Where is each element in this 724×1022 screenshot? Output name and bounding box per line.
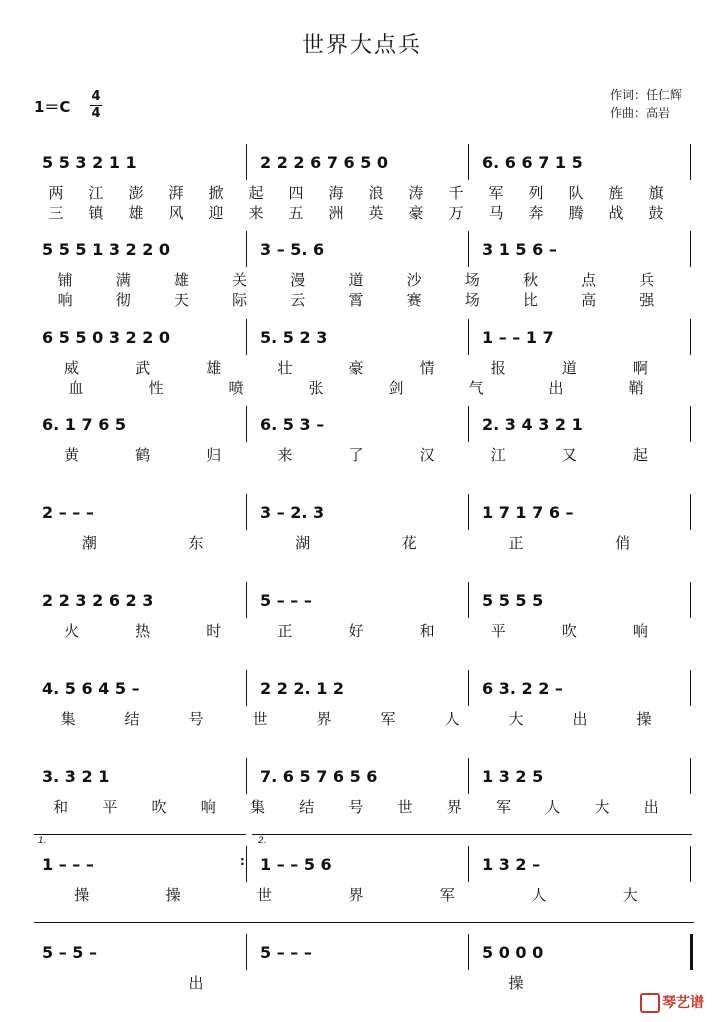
measure-notes: 6. 6 6 7 1 5	[482, 152, 583, 172]
lyric-syllable: 雄	[128, 204, 144, 222]
barline	[690, 670, 691, 706]
lyric-syllable: 军	[439, 886, 455, 904]
music-system	[34, 588, 694, 668]
lyric-syllable: 英	[368, 204, 384, 222]
measure-notes: 6 3. 2 2 –	[482, 678, 563, 698]
lyric-syllable: 火	[64, 622, 80, 640]
measure-notes: 6. 1 7 6 5	[42, 414, 127, 434]
music-system	[34, 836, 694, 932]
lyric-syllable: 正	[508, 534, 524, 552]
measure-notes: 3. 3 2 1	[42, 766, 110, 786]
lyric-syllable: 江	[490, 446, 506, 464]
lyrics-line-1	[34, 269, 694, 290]
barline	[468, 231, 469, 267]
measure-notes: 5 – – –	[260, 942, 312, 962]
lyrics-line-2	[34, 289, 694, 310]
lyric-syllable: 热	[135, 622, 151, 640]
first-ending-bracket	[34, 834, 246, 835]
lyric-syllable: 豪	[348, 359, 364, 377]
lyric-syllable: 人	[531, 886, 547, 904]
lyric-syllable: 千	[448, 184, 464, 202]
barline	[690, 582, 691, 618]
lyric-syllable: 操	[165, 886, 181, 904]
key-signature: 1＝C	[34, 98, 71, 116]
measure-notes: 6. 5 3 –	[260, 414, 325, 434]
lyric-syllable: 鹤	[135, 446, 151, 464]
lyrics-line-1	[34, 532, 694, 553]
lyric-syllable: 高	[581, 291, 597, 309]
barline	[690, 758, 691, 794]
lyric-syllable: 剑	[388, 379, 404, 397]
measure-notes: 1 – – 5 6	[260, 854, 332, 874]
meter-bottom: 4	[91, 106, 101, 121]
lyric-syllable: 风	[168, 204, 184, 222]
lyric-syllable: 浪	[368, 184, 384, 202]
second-ending-label: 2.	[258, 836, 267, 846]
composer: 作曲：高岩	[610, 106, 671, 120]
lyric-syllable: 喷	[228, 379, 244, 397]
measure-notes: 5 5 3 2 1 1	[42, 152, 137, 172]
measure-notes: 3 1 5 6 –	[482, 239, 557, 259]
lyric-syllable: 迎	[208, 204, 224, 222]
measure-notes: 1 3 2 5	[482, 766, 544, 786]
barline	[690, 846, 691, 882]
lyric-syllable: 平	[490, 622, 506, 640]
barline	[246, 934, 247, 970]
measure-notes: 2. 3 4 3 2 1	[482, 414, 583, 434]
lyric-syllable: 性	[148, 379, 164, 397]
lyric-syllable: 涛	[408, 184, 424, 202]
measure-notes: 5 0 0 0	[482, 942, 544, 962]
lyric-syllable: 汉	[419, 446, 435, 464]
barline	[468, 582, 469, 618]
lyric-syllable: 万	[448, 204, 464, 222]
lyric-syllable: 吹	[561, 622, 577, 640]
lyric-syllable: 大	[594, 798, 610, 816]
lyric-syllable: 鞘	[628, 379, 644, 397]
lyric-syllable: 豪	[408, 204, 424, 222]
lyric-syllable: 情	[419, 359, 435, 377]
lyric-syllable: 云	[290, 291, 306, 309]
lyrics-line-1	[34, 796, 694, 817]
lyric-syllable: 界	[316, 710, 332, 728]
lyric-syllable: 霄	[348, 291, 364, 309]
lyric-syllable: 场	[464, 291, 480, 309]
music-system	[34, 237, 694, 317]
lyric-syllable: 出	[643, 798, 659, 816]
music-system	[34, 764, 694, 844]
barline	[246, 231, 247, 267]
measure-notes: 1 – – 1 7	[482, 327, 554, 347]
lyric-syllable: 威	[64, 359, 80, 377]
music-system	[34, 150, 694, 230]
measure-notes: 5 5 5 1 3 2 2 0	[42, 239, 171, 259]
lyric-syllable: 来	[277, 446, 293, 464]
logo-icon	[640, 993, 660, 1013]
lyric-syllable: 湃	[168, 184, 184, 202]
music-system	[34, 940, 694, 1020]
lyric-syllable: 洲	[328, 204, 344, 222]
lyric-syllable: 铺	[57, 271, 73, 289]
lyric-syllable: 马	[488, 204, 504, 222]
barline	[246, 670, 247, 706]
barline	[468, 494, 469, 530]
lyric-syllable: 湖	[295, 534, 311, 552]
lyric-syllable: 武	[135, 359, 151, 377]
lyrics-line-1	[34, 444, 694, 465]
lyricist: 作词：任仁辉	[610, 88, 683, 102]
lyric-syllable: 军	[488, 184, 504, 202]
lyric-syllable: 场	[464, 271, 480, 289]
lyric-syllable: 雄	[206, 359, 222, 377]
barline	[246, 494, 247, 530]
lyric-syllable: 军	[380, 710, 396, 728]
lyric-syllable: 世	[397, 798, 413, 816]
lyrics-line-1	[34, 884, 694, 905]
first-ending-label: 1.	[38, 836, 47, 846]
lyric-syllable: 潮	[81, 534, 97, 552]
measure-notes: 1 7 1 7 6 –	[482, 502, 574, 522]
lyric-syllable: 秋	[522, 271, 538, 289]
lyric-syllable: 旌	[608, 184, 624, 202]
second-ending-bracket	[252, 834, 692, 835]
lyric-syllable: 海	[328, 184, 344, 202]
lyric-syllable: 正	[277, 622, 293, 640]
lyric-syllable: 战	[608, 204, 624, 222]
lyrics-line-1	[34, 708, 694, 729]
meter-top: 4	[91, 89, 101, 104]
lyric-syllable: 两	[48, 184, 64, 202]
lyric-syllable: 腾	[568, 204, 584, 222]
lyric-syllable: 结	[124, 710, 140, 728]
lyric-syllable: 大	[508, 710, 524, 728]
lyric-syllable: 五	[288, 204, 304, 222]
lyric-syllable: 满	[115, 271, 131, 289]
lyric-syllable: 四	[288, 184, 304, 202]
lyric-syllable: 操	[508, 974, 524, 992]
lyrics-line-1	[34, 357, 694, 378]
lyric-syllable: 大	[622, 886, 638, 904]
barline	[690, 319, 691, 355]
measure-notes: 5 – 5 –	[42, 942, 97, 962]
lyric-syllable: 际	[232, 291, 248, 309]
barline	[246, 582, 247, 618]
lyric-syllable: 赛	[406, 291, 422, 309]
measure-notes: 2 2 2. 1 2	[260, 678, 345, 698]
lyric-syllable: 天	[173, 291, 189, 309]
lyric-syllable: 和	[53, 798, 69, 816]
lyric-syllable: 归	[206, 446, 222, 464]
lyric-syllable: 人	[444, 710, 460, 728]
measure-notes: 3 – 2. 3	[260, 502, 325, 522]
barline	[690, 406, 691, 442]
lyric-syllable: 澎	[128, 184, 144, 202]
barline	[246, 846, 247, 882]
lyric-syllable: 军	[496, 798, 512, 816]
lyric-syllable: 响	[200, 798, 216, 816]
lyric-syllable: 结	[299, 798, 315, 816]
music-system	[34, 412, 694, 492]
lyric-syllable: 东	[188, 534, 204, 552]
lyric-syllable: 又	[561, 446, 577, 464]
lyrics-line-1	[34, 620, 694, 641]
barline	[690, 231, 691, 267]
lyric-syllable: 时	[206, 622, 222, 640]
lyric-syllable: 来	[248, 204, 264, 222]
lyric-syllable: 黄	[64, 446, 80, 464]
lyric-syllable: 兵	[639, 271, 655, 289]
barline	[468, 846, 469, 882]
lyric-syllable: 三	[48, 204, 64, 222]
lyric-syllable: 起	[632, 446, 648, 464]
lyric-syllable: 道	[561, 359, 577, 377]
barline	[690, 144, 691, 180]
barline	[246, 406, 247, 442]
barline	[246, 144, 247, 180]
measure-notes: 2 2 2 6 7 6 5 0	[260, 152, 389, 172]
final-barline	[690, 934, 693, 970]
lyric-syllable: 报	[490, 359, 506, 377]
lyric-syllable: 掀	[208, 184, 224, 202]
lyric-syllable: 旗	[648, 184, 664, 202]
lyric-syllable: 平	[102, 798, 118, 816]
lyric-syllable: 响	[632, 622, 648, 640]
music-system	[34, 676, 694, 756]
lyric-syllable: 列	[528, 184, 544, 202]
barline	[468, 758, 469, 794]
lyric-syllable: 操	[74, 886, 90, 904]
lyric-syllable: 点	[581, 271, 597, 289]
lyric-syllable: 江	[88, 184, 104, 202]
measure-notes: 3 – 5. 6	[260, 239, 325, 259]
measure-notes: 4. 5 6 4 5 –	[42, 678, 140, 698]
barline	[246, 758, 247, 794]
logo-text: 琴艺谱	[662, 995, 704, 1011]
repeat-sign: :	[240, 854, 245, 868]
measure-notes: 1 3 2 –	[482, 854, 541, 874]
barline	[246, 319, 247, 355]
lyric-syllable: 响	[57, 291, 73, 309]
lyric-syllable: 了	[348, 446, 364, 464]
measure-notes: 5 – – –	[260, 590, 312, 610]
lyric-syllable: 血	[68, 379, 84, 397]
lyric-syllable: 壮	[277, 359, 293, 377]
measure-notes: 1 – – –	[42, 854, 94, 874]
lyric-syllable: 界	[348, 886, 364, 904]
measure-notes: 5 5 5 5	[482, 590, 544, 610]
lyric-syllable: 出	[548, 379, 564, 397]
lyric-syllable: 雄	[173, 271, 189, 289]
barline	[468, 144, 469, 180]
song-title: 世界大点兵	[301, 33, 422, 58]
lyric-syllable: 人	[545, 798, 561, 816]
lyric-syllable: 号	[348, 798, 364, 816]
barline	[468, 934, 469, 970]
measure-notes: 5. 5 2 3	[260, 327, 328, 347]
lyric-syllable: 队	[568, 184, 584, 202]
lyrics-line-1	[34, 972, 694, 993]
time-signature	[90, 90, 102, 121]
lyric-syllable: 集	[60, 710, 76, 728]
lyric-syllable: 俏	[615, 534, 631, 552]
lyric-syllable: 啊	[632, 359, 648, 377]
lyric-syllable: 号	[188, 710, 204, 728]
lyric-syllable: 强	[639, 291, 655, 309]
measure-notes: 7. 6 5 7 6 5 6	[260, 766, 378, 786]
barline	[468, 670, 469, 706]
lyric-syllable: 关	[232, 271, 248, 289]
lyric-syllable: 集	[249, 798, 265, 816]
music-system	[34, 325, 694, 405]
barline	[468, 406, 469, 442]
lyric-syllable: 界	[446, 798, 462, 816]
lyric-syllable: 比	[522, 291, 538, 309]
lyric-syllable: 和	[419, 622, 435, 640]
measure-notes: 2 – – –	[42, 502, 94, 522]
measure-notes: 2 2 3 2 6 2 3	[42, 590, 154, 610]
lyric-syllable: 起	[248, 184, 264, 202]
lyric-syllable: 花	[401, 534, 417, 552]
lyrics-line-2	[34, 377, 694, 398]
logo	[640, 992, 704, 1013]
lyric-syllable: 奔	[528, 204, 544, 222]
lyric-syllable: 世	[257, 886, 273, 904]
lyric-syllable: 气	[468, 379, 484, 397]
lyric-syllable: 世	[252, 710, 268, 728]
lyric-syllable: 好	[348, 622, 364, 640]
lyric-syllable: 吹	[151, 798, 167, 816]
music-system	[34, 500, 694, 580]
lyric-syllable: 道	[348, 271, 364, 289]
lyric-syllable: 鼓	[648, 204, 664, 222]
credits	[610, 86, 682, 122]
lyric-syllable: 镇	[88, 204, 104, 222]
measure-notes: 6 5 5 0 3 2 2 0	[42, 327, 171, 347]
lyric-syllable: 漫	[290, 271, 306, 289]
lyric-syllable: 操	[636, 710, 652, 728]
barline	[690, 494, 691, 530]
lyric-syllable: 沙	[406, 271, 422, 289]
lyric-syllable: 出	[572, 710, 588, 728]
lyric-syllable: 彻	[115, 291, 131, 309]
barline	[468, 319, 469, 355]
lyrics-line-1	[34, 182, 694, 203]
lyric-syllable: 张	[308, 379, 324, 397]
lyric-syllable: 出	[188, 974, 204, 992]
system-divider	[34, 922, 694, 923]
lyrics-line-2	[34, 202, 694, 223]
